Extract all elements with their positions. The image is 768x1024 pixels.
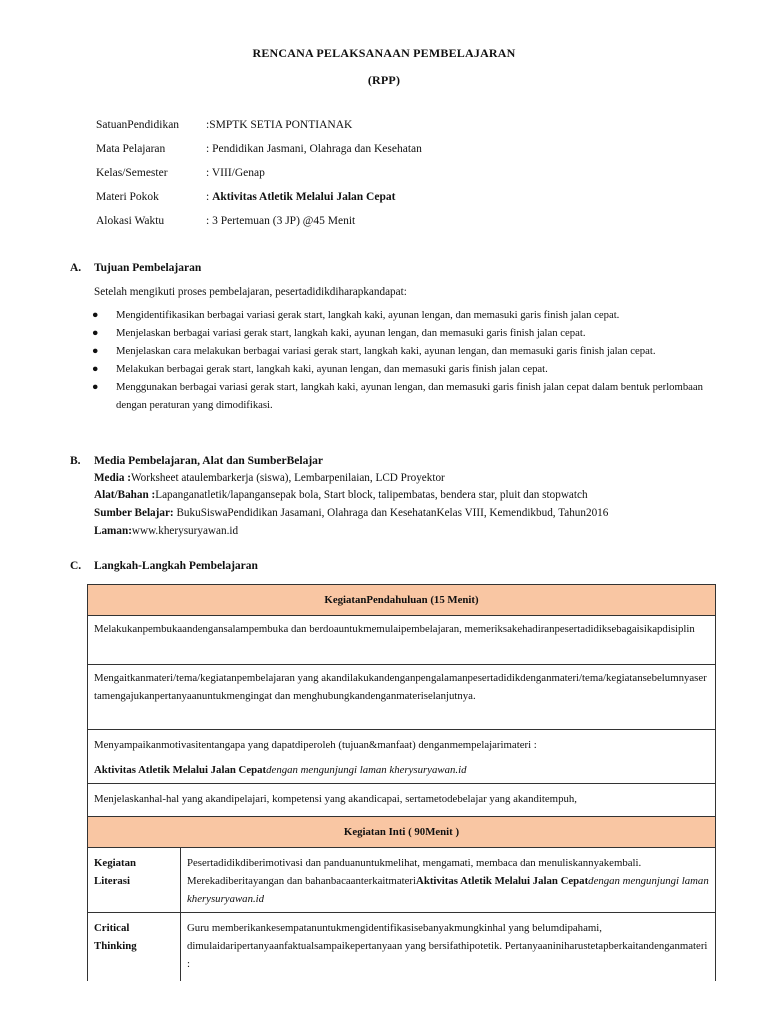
table-row bbox=[88, 913, 716, 982]
bullet-icon: ● bbox=[92, 381, 99, 393]
identity-label: Materi Pokok bbox=[96, 191, 159, 203]
literasi-italic: dengan mengunjungi laman kherysuryawan.id bbox=[187, 875, 709, 905]
bullet-icon: ● bbox=[92, 309, 99, 321]
identity-label: Alokasi Waktu bbox=[96, 215, 165, 227]
motivasi-italic: dengan mengunjungi laman kherysuryawan.id bbox=[266, 764, 467, 776]
table-row bbox=[88, 730, 716, 784]
document-title: RENCANA PELAKSANAAN PEMBELAJARAN bbox=[252, 46, 516, 60]
list-item: ● Mengidentifikasikan berbagai variasi gerak start, langkah kaki, ayunan lengan, dan memasuki garis finish jalan cepat. bbox=[92, 307, 722, 325]
list-item: ● Menggunakan berbagai variasi gerak start, langkah kaki, ayunan lengan, dan memasuki garis finish jalan cepat dalam bentuk perlombaan dengan peraturan yang dimodifikasi. bbox=[92, 381, 704, 411]
identity-value: :SMPTK SETIA PONTIANAK bbox=[206, 119, 353, 131]
identity-value: : 3 Pertemuan (3 JP) @45 Menit bbox=[206, 215, 356, 227]
section-a-intro: Setelah mengikuti proses pembelajaran, pesertadidikdiharapkandapat: bbox=[94, 286, 407, 298]
pendahuluan-row-salam: Melakukanpembukaandengansalampembuka dan berdoauntukmemulaipembelajaran, memeriksakehadiranpesertadidiksebagaisikapdisiplin bbox=[88, 616, 716, 665]
alat-bahan-line: Alat/Bahan :Lapanganatletik/lapangansepak bola, Start block, talipembatas, bendera star, pluit dan stopwatch bbox=[94, 489, 588, 501]
list-item: ● Menjelaskan berbagai variasi gerak start, langkah kaki, ayunan lengan, dan memasuki garis finish jalan cepat. bbox=[92, 325, 722, 343]
identity-value: : Pendidikan Jasmani, Olahraga dan Kesehatan bbox=[206, 143, 422, 155]
table-row bbox=[88, 817, 716, 848]
objectives-list bbox=[92, 307, 722, 415]
identity-label: Mata Pelajaran bbox=[96, 143, 166, 155]
table-row bbox=[88, 784, 716, 817]
table-row bbox=[88, 665, 716, 730]
table-row bbox=[88, 616, 716, 665]
motivasi-bold: Aktivitas Atletik Melalui Jalan Cepat bbox=[94, 764, 267, 776]
identity-value: : Aktivitas Atletik Melalui Jalan Cepat bbox=[206, 191, 396, 203]
table-row bbox=[88, 848, 716, 913]
section-b-heading: B. Media Pembelajaran, Alat dan SumberBelajar bbox=[70, 455, 324, 467]
bullet-icon: ● bbox=[92, 363, 99, 375]
laman-line: Laman:www.kherysuryawan.id bbox=[94, 525, 239, 537]
media-line: Media :Worksheet ataulembarkerja (siswa), Lembarpenilaian, LCD Proyektor bbox=[94, 472, 445, 484]
list-item: ● Melakukan berbagai gerak start, langkah kaki, ayunan lengan, dan memasuki garis finish jalan cepat. bbox=[92, 361, 722, 379]
critical-text: Guru memberikankesempatanuntukmengidentifikasisebanyakmungkinhal yang belumdipahami, dimulaidaripertanyaanfaktualsampaikepertanyaan yang bersifathipotetik. Pertanyaaniniharustetapberkaitandenganmateri : bbox=[181, 913, 716, 982]
inti-header: Kegiatan Inti ( 90Menit ) bbox=[88, 817, 716, 848]
literasi-bold: Aktivitas Atletik Melalui Jalan Cepat bbox=[416, 875, 589, 887]
pendahuluan-row-apersepsi: Mengaitkanmateri/tema/kegiatanpembelajaran yang akandilakukandenganpengalamanpesertadidikdenganmateri/tema/kegiatansebelumnyasertamengajukanpertanyaanuntukmengingat dan menghubungkandenganmateriselanjutnya. bbox=[88, 665, 716, 730]
literasi-label: Kegiatan Literasi bbox=[88, 848, 181, 913]
materi-pokok-bold: Aktivitas Atletik Melalui Jalan Cepat bbox=[212, 191, 396, 203]
learning-steps-table bbox=[87, 584, 716, 981]
bullet-icon: ● bbox=[92, 327, 99, 339]
section-c-heading: C. Langkah-Langkah Pembelajaran bbox=[70, 560, 258, 572]
literasi-text: Pesertadidikdiberimotivasi dan panduanuntukmelihat, mengamati, membaca dan menuliskannyakembali. Merekadiberitayangan dan bahanbacaanterkaitmateriAktivitas Atletik Melalui Jalan Cepatdengan mengunjungi laman kherysuryawan.id bbox=[181, 848, 716, 913]
pendahuluan-row-motivasi: Menyampaikanmotivasitentangapa yang dapatdiperoleh (tujuan&manfaat) denganmempelajarimateri : Aktivitas Atletik Melalui Jalan Cepatdengan mengunjungi laman kherysuryawan.id bbox=[88, 730, 716, 784]
pendahuluan-header: KegiatanPendahuluan (15 Menit) bbox=[88, 585, 716, 616]
list-item: ● Menjelaskan cara melakukan berbagai variasi gerak start, langkah kaki, ayunan lengan, dan memasuki garis finish jalan cepat. bbox=[92, 343, 722, 361]
identity-label: SatuanPendidikan bbox=[96, 119, 180, 131]
table-row bbox=[88, 585, 716, 616]
document-subtitle: (RPP) bbox=[367, 73, 401, 87]
sumber-belajar-line: Sumber Belajar: BukuSiswaPendidikan Jasamani, Olahraga dan KesehatanKelas VIII, Kemendikbud, Tahun2016 bbox=[94, 507, 609, 519]
bullet-icon: ● bbox=[92, 345, 99, 357]
identity-value: : VIII/Genap bbox=[206, 167, 265, 179]
pendahuluan-row-kompetensi: Menjelaskanhal-hal yang akandipelajari, kompetensi yang akandicapai, sertametodebelajar yang akanditempuh, bbox=[88, 784, 716, 817]
section-a-heading: A. Tujuan Pembelajaran bbox=[70, 262, 202, 274]
critical-label: Critical Thinking bbox=[88, 913, 181, 982]
identity-label: Kelas/Semester bbox=[96, 167, 168, 179]
